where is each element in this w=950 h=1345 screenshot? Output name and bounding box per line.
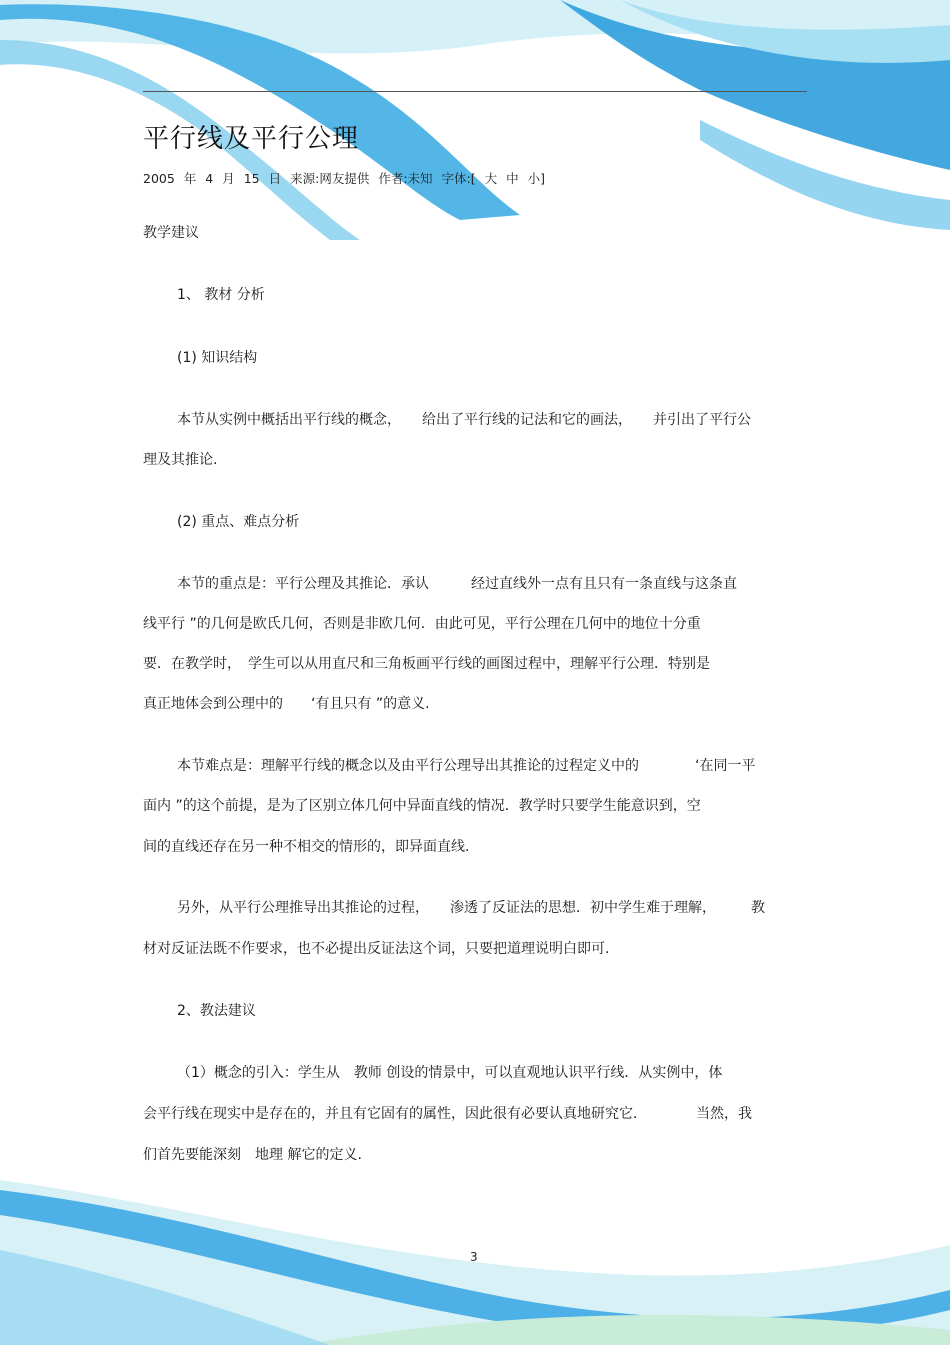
heading-2: 2、教法建议 [177, 1003, 256, 1019]
paragraph-5-line: 们首先要能深刻 地理 解它的定义. [143, 1147, 362, 1163]
paragraph-2-line: 要．在教学时， 学生可以从用直尺和三角板画平行线的画图过程中，理解平行公理．特别是 [143, 656, 710, 672]
meta-source: 来源:网友提供 [290, 171, 370, 186]
subheading-2: (2) 重点、难点分析 [177, 514, 300, 530]
paragraph-4-line: 材对反证法既不作要求，也不必提出反证法这个词，只要把道理说明白即可. [143, 941, 610, 957]
section-heading: 教学建议 [143, 225, 199, 241]
paragraph-2-line: 真正地体会到公理中的 ‘有且只有 ”的意义. [143, 696, 430, 712]
meta-font-label: 字体:[ [441, 171, 476, 186]
paragraph-5-line: 会平行线在现实中是存在的，并且有它固有的属性，因此很有必要认真地研究它． 当然，我 [143, 1106, 752, 1122]
font-size-small-link[interactable]: 小] [527, 171, 545, 186]
subheading-1: (1) 知识结构 [177, 350, 258, 366]
page-number: 3 [470, 1250, 478, 1264]
meta-day: 15 [243, 171, 260, 186]
paragraph-3-line: 间的直线还存在另一种不相交的情形的，即异面直线. [143, 839, 470, 855]
paragraph-2-line: 本节的重点是：平行公理及其推论．承认 经过直线外一点有且只有一条直线与这条直 [177, 576, 737, 592]
font-size-large-link[interactable]: 大 [484, 171, 498, 186]
meta-year: 2005 [143, 171, 175, 186]
meta-author: 作者:未知 [378, 171, 433, 186]
paragraph-1-line: 理及其推论. [143, 452, 218, 468]
header-rule [143, 91, 807, 92]
meta-day-unit: 日 [268, 171, 282, 186]
paragraph-3-line: 本节难点是：理解平行线的概念以及由平行公理导出其推论的过程定义中的 ‘在同一平 [177, 758, 756, 774]
article-meta [143, 169, 550, 189]
paragraph-2-line: 线平行 ”的几何是欧氏几何，否则是非欧几何．由此可见，平行公理在几何中的地位十分重 [143, 616, 701, 632]
meta-month: 4 [205, 171, 214, 186]
paragraph-3-line: 面内 ”的这个前提，是为了区别立体几何中异面直线的情况．教学时只要学生能意识到，空 [143, 798, 701, 814]
font-size-medium-link[interactable]: 中 [506, 171, 519, 186]
meta-year-unit: 年 [183, 171, 197, 186]
meta-month-unit: 月 [222, 171, 235, 186]
heading-1: 1、 教材 分析 [177, 287, 265, 303]
paragraph-5-line: （1）概念的引入：学生从 教师 创设的情景中，可以直观地认识平行线．从实例中，体 [177, 1065, 723, 1081]
document-title: 平行线及平行公理 [143, 124, 360, 154]
paragraph-1-line: 本节从实例中概括出平行线的概念， 给出了平行线的记法和它的画法， 并引出了平行公 [177, 412, 751, 428]
paragraph-4-line: 另外，从平行公理推导出其推论的过程， 渗透了反证法的思想．初中学生难于理解， 教 [177, 900, 765, 916]
